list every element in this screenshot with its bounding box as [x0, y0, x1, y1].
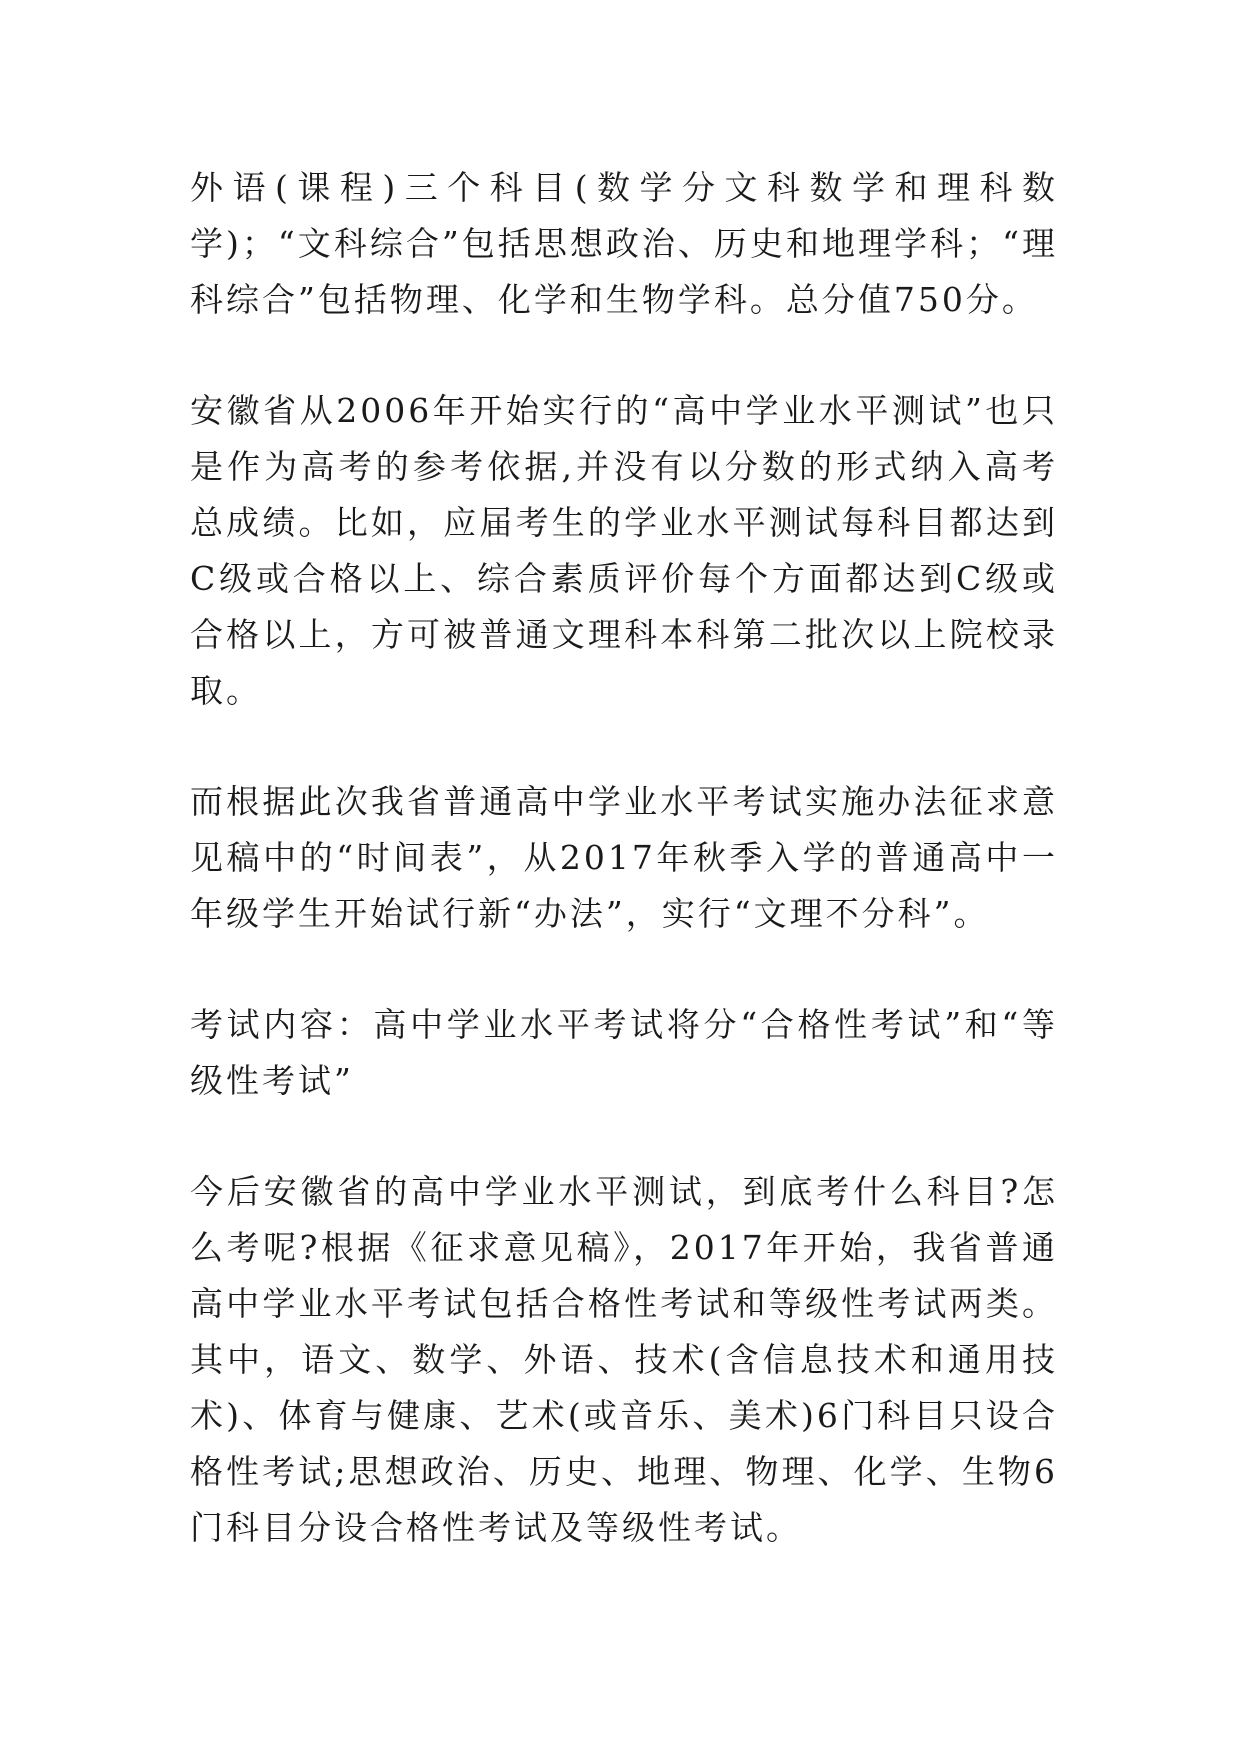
paragraph-3: 而根据此次我省普通高中学业水平考试实施办法征求意见稿中的“时间表”，从2017年秋季入学的普通高中一年级学生开始试行新“办法”，实行“文理不分科”。 — [190, 782, 1058, 933]
paragraph-1: 外语(课程)三个科目(数学分文科数学和理科数学)；“文科综合”包括思想政治、历史和地理学科；“理科综合”包括物理、化学和生物学科。总分值750分。 — [190, 168, 1058, 319]
document-body — [190, 160, 1058, 1556]
paragraph-5: 今后安徽省的高中学业水平测试，到底考什么科目?怎么考呢?根据《征求意见稿》，2017年开始，我省普通高中学业水平考试包括合格性考试和等级性考试两类。其中，语文、数学、外语、技术(含信息技术和通用技术)、体育与健康、艺术(或音乐、美术)6门科目只设合格性考试;思想政治、历史、地理、物理、化学、生物6门科目分设合格性考试及等级性考试。 — [190, 1172, 1058, 1547]
paragraph-2: 安徽省从2006年开始实行的“高中学业水平测试”也只是作为高考的参考依据,并没有以分数的形式纳入高考总成绩。比如，应届考生的学业水平测试每科目都达到C级或合格以上、综合素质评价每个方面都达到C级或合格以上，方可被普通文理科本科第二批次以上院校录取。 — [190, 391, 1058, 710]
paragraph-4: 考试内容：高中学业水平考试将分“合格性考试”和“等级性考试” — [190, 1005, 1058, 1100]
